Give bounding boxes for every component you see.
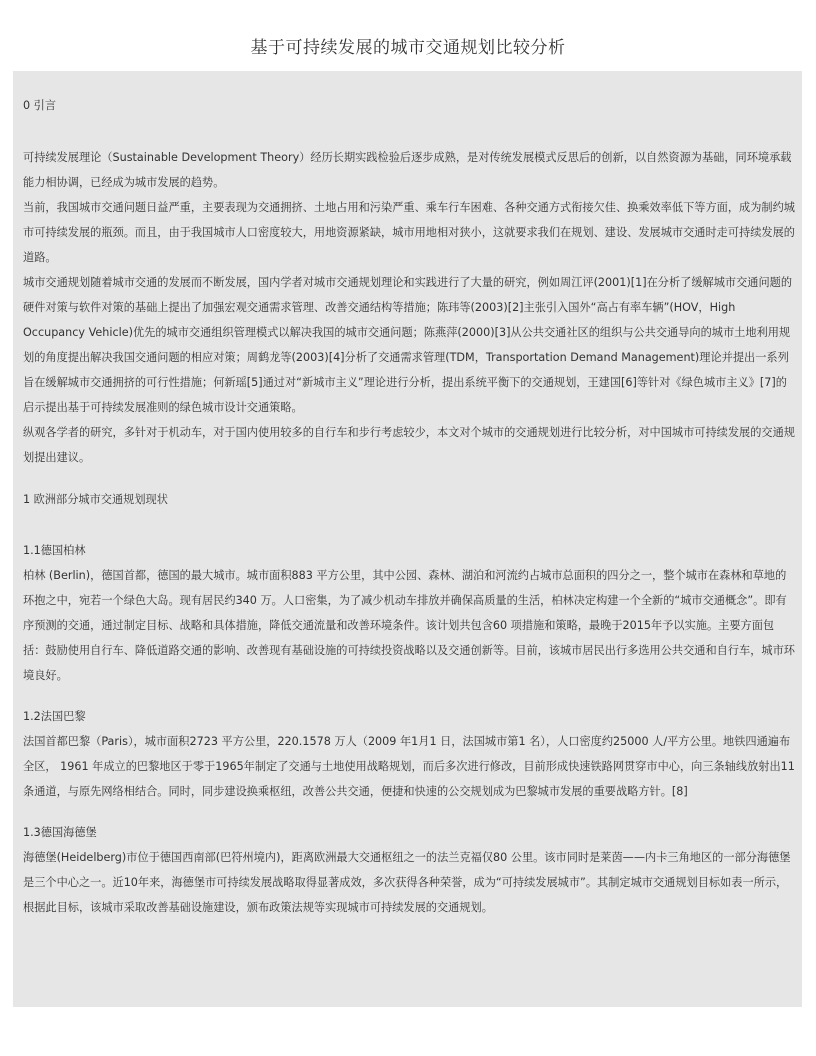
intro-paragraph: 可持续发展理论（Sustainable Development Theory）经历长期实践检验后逐步成熟，是对传统发展模式反思后的创新，以自然资源为基础，同环境承载能力相协调，已经成为城市发展的趋势。 <box>23 151 792 189</box>
subsection-heading: 1.3德国海德堡 <box>23 826 97 839</box>
intro-heading: 0 引言 <box>23 99 57 112</box>
subsection-paragraph: 柏林 (Berlin)，德国首都，德国的最大城市。城市面积883 平方公里，其中公园、森林、湖泊和河流约占城市总面积的四分之一，整个城市在森林和草地的环抱之中，宛若一个绿色大岛。现有居民约340 万。人口密集，为了减少机动车排放并确保高质量的生活，柏林决定构建一个全新的“城市交通概念”。即有序预测的交通，通过制定目标、战略和具体措施，降低交通流量和改善环境条件。该计划共包含60 项措施和策略，最晚于2015年予以实施。主要方面包括：鼓励使用自行车、降低道路交通的影响、改善现有基础设施的可持续投资战略以及交通创新等。目前，该城市居民出行多选用公共交通和自行车，城市环境良好。 <box>23 569 795 682</box>
subsection-heading: 1.1德国柏林 <box>23 544 86 557</box>
subsection-heading: 1.2法国巴黎 <box>23 710 86 723</box>
document-title: 基于可持续发展的城市交通规划比较分析 <box>250 38 566 58</box>
subsection-paragraph: 海德堡(Heidelberg)市位于德国西南部(巴符州境内)，距离欧洲最大交通枢纽之一的法兰克福仅80 公里。该市同时是莱茵——内卡三角地区的一部分海德堡是三个中心之一。近10年来，海德堡市可持续发展战略取得显著成效，多次获得各种荣誉，成为“可持续发展城市”。其制定城市交通规划目标如表一所示，根据此目标，该城市采取改善基础设施建设，颁布政策法规等实现城市可持续发展的交通规划。 <box>23 851 791 914</box>
subsection-paragraph: 法国首都巴黎（Paris），城市面积2723 平方公里，220.1578 万人（2009 年1月1 日，法国城市第1 名），人口密度约25000 人/平方公里。地铁四通遍布全区， 1961 年成立的巴黎地区于零于1965年制定了交通与土地使用战略规划，而后多次进行修改，目前形成快速铁路网贯穿市中心，向三条轴线放射出11 条通道，与原先网络相结合。同时，同步建设换乘枢纽，改善公共交通，便捷和快速的公交规划成为巴黎城市发展的重要战略方针。[8] <box>23 735 795 798</box>
section-heading: 1 欧洲部分城市交通规划现状 <box>23 493 168 506</box>
intro-paragraph: 纵观各学者的研究，多针对于机动车，对于国内使用较多的自行车和步行考虑较少，本文对个城市的交通规划进行比较分析，对中国城市可持续发展的交通规划提出建议。 <box>23 426 795 464</box>
document-body <box>23 93 795 920</box>
intro-paragraph: 城市交通规划随着城市交通的发展而不断发展，国内学者对城市交通规划理论和实践进行了大量的研究，例如周江评(2001)[1]在分析了缓解城市交通问题的硬件对策与软件对策的基础上提出了加强宏观交通需求管理、改善交通结构等措施；陈玮等(2003)[2]主张引入国外“高占有率车辆”(HOV，High Occupancy Vehicle)优先的城市交通组织管理模式以解决我国的城市交通问题；陈燕萍(2000)[3]从公共交通社区的组织与公共交通导向的城市土地利用规划的角度提出解决我国交通问题的相应对策；周鹤龙等(2003)[4]分析了交通需求管理(TDM，Transportation Demand Management)理论并提出一系列旨在缓解城市交通拥挤的可行性措施；何新瑶[5]通过对“新城市主义”理论进行分析，提出系统平衡下的交通规划，王建国[6]等针对《绿色城市主义》[7]的启示提出基于可持续发展准则的绿色城市设计交通策略。 <box>23 276 793 414</box>
intro-paragraph: 当前，我国城市交通问题日益严重，主要表现为交通拥挤、土地占用和污染严重、乘车行车困难、各种交通方式衔接欠佳、换乘效率低下等方面，成为制约城市可持续发展的瓶颈。而且，由于我国城市人口密度较大，用地资源紧缺，城市用地相对狭小，这就要求我们在规划、建设、发展城市交通时走可持续发展的道路。 <box>23 201 795 264</box>
